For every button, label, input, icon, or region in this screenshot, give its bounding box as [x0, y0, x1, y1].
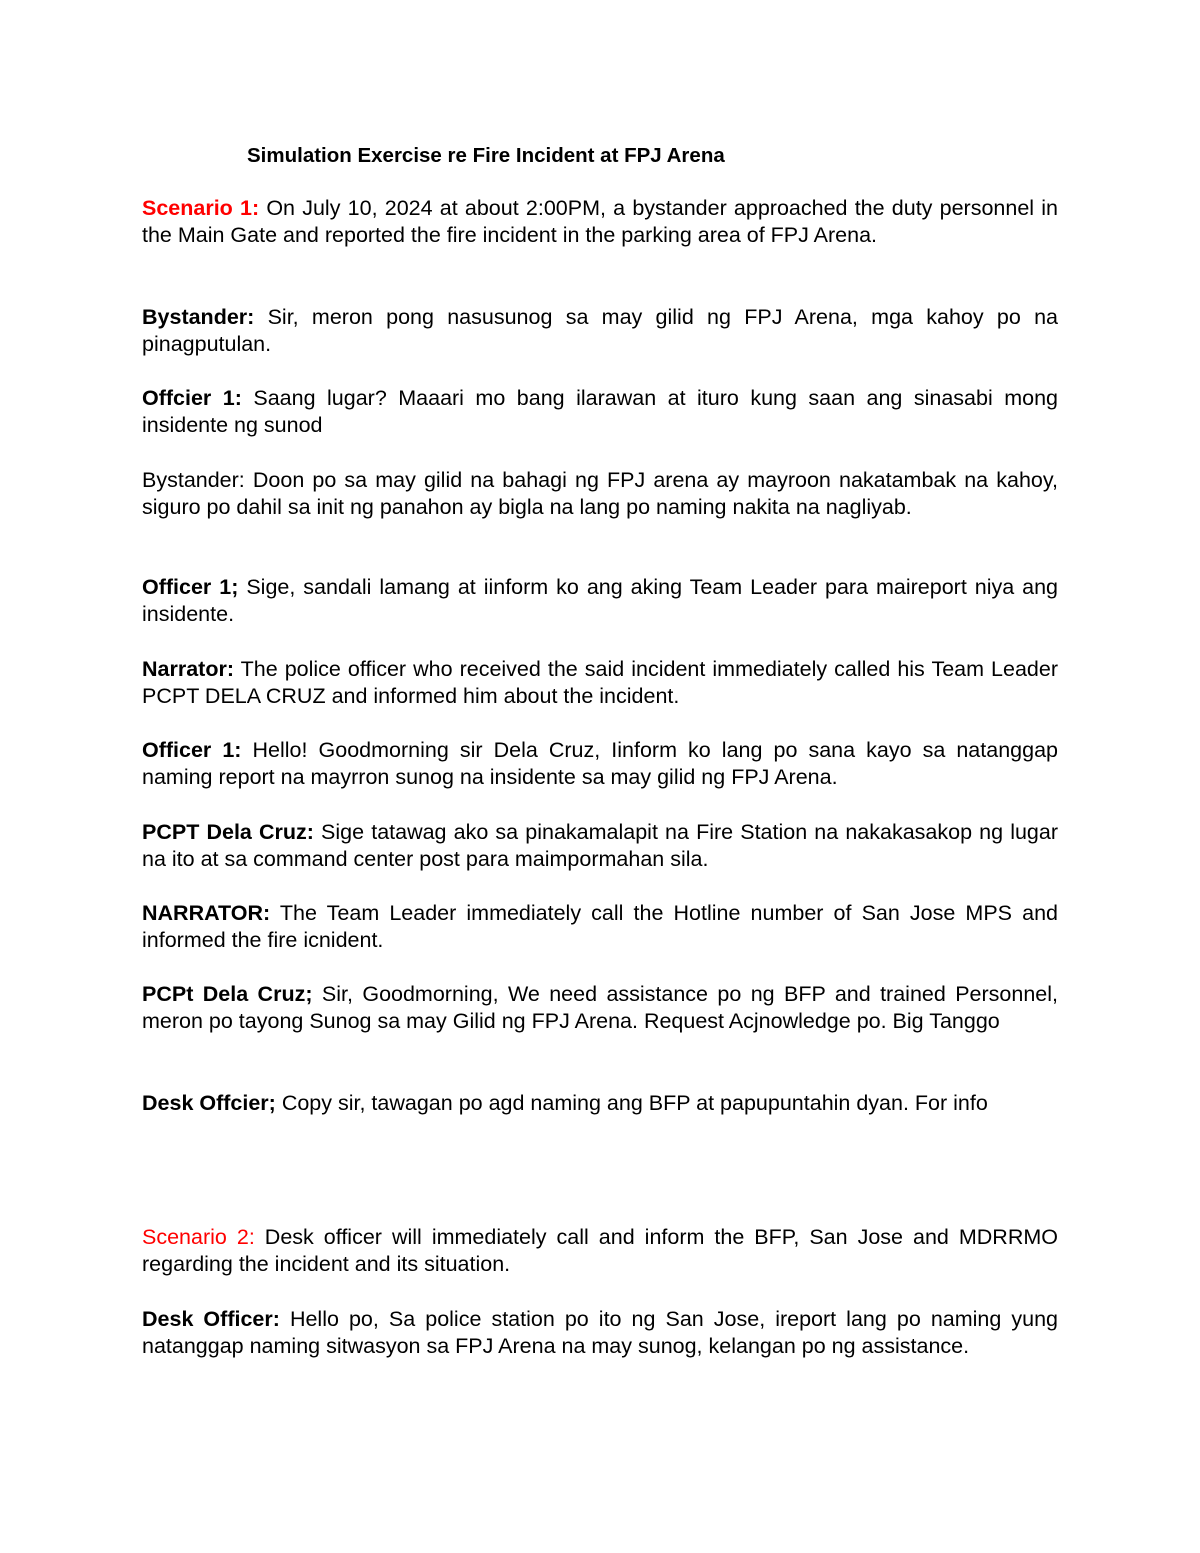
- paragraph-desk-officer: [142, 1090, 1058, 1117]
- paragraph-scenario-1: [142, 195, 1058, 249]
- paragraph-bystander: [142, 304, 1058, 358]
- paragraph-text: Desk officer will immediately call and inform the BFP, San Jose and MDRRMO regarding the incident and its situation.: [142, 1225, 1058, 1277]
- paragraph-scenario-2: [142, 1224, 1058, 1278]
- speaker-label: PCPt Dela Cruz;: [142, 982, 313, 1006]
- paragraph-text: Sir, meron pong nasusunog sa may gilid ng FPJ Arena, mga kahoy po na pinagputulan.: [142, 305, 1058, 357]
- speaker-label: Offcier 1:: [142, 386, 242, 410]
- speaker-label: Desk Officer:: [142, 1307, 280, 1331]
- paragraph-text: Copy sir, tawagan po agd naming ang BFP at papupuntahin dyan. For info: [275, 1091, 988, 1115]
- paragraph-text: Bystander: Doon po sa may gilid na bahagi ng FPJ arena ay mayroon nakatambak na kahoy, siguro po dahil sa init ng panahon ay bigla na lang po naming nakita na nagliyab.: [142, 468, 1058, 520]
- paragraph-bystander-reply: [142, 467, 1058, 521]
- paragraph-officer-1-question: [142, 385, 1058, 439]
- paragraph-text: Sige, sandali lamang at iinform ko ang aking Team Leader para maireport niya ang insidente.: [142, 575, 1059, 627]
- speaker-label: Desk Offcier;: [142, 1091, 276, 1115]
- paragraph-text: The Team Leader immediately call the Hotline number of San Jose MPS and informed the fire icnident.: [142, 901, 1058, 953]
- paragraph-officer-1-call: [142, 737, 1058, 791]
- paragraph-text: Sige tatawag ako sa pinakamalapit na Fire Station na nakakasakop ng lugar na ito at sa command center post para maimpormahan sila.: [142, 820, 1058, 872]
- paragraph-officer-1-reply: [142, 574, 1058, 628]
- speaker-label: Officer 1:: [142, 738, 242, 762]
- scenario-1-label: Scenario 1:: [142, 196, 260, 220]
- paragraph-text: Saang lugar? Maaari mo bang ilarawan at ituro kung saan ang sinasabi mong insidente ng sunod: [142, 386, 1058, 438]
- paragraph-narrator-2: [142, 900, 1058, 954]
- paragraph-text: On July 10, 2024 at about 2:00PM, a bystander approached the duty personnel in the Main Gate and reported the fire incident in the parking area of FPJ Arena.: [142, 196, 1058, 248]
- speaker-label: Narrator:: [142, 657, 234, 681]
- paragraph-desk-officer-2: [142, 1306, 1058, 1360]
- document-title: Simulation Exercise re Fire Incident at FPJ Arena: [247, 144, 725, 167]
- paragraph-text: Hello po, Sa police station po ito ng San Jose, ireport lang po naming yung natanggap naming sitwasyon sa FPJ Arena na may sunog, kelangan po ng assistance.: [142, 1307, 1058, 1359]
- paragraph-text: Hello! Goodmorning sir Dela Cruz, Iinform ko lang po sana kayo sa natanggap naming report na mayrron sunog na insidente sa may gilid ng FPJ Arena.: [142, 738, 1058, 790]
- paragraph-text: Sir, Goodmorning, We need assistance po ng BFP and trained Personnel, meron po tayong Sunog sa may Gilid ng FPJ Arena. Request Acjnowledge po. Big Tanggo: [142, 982, 1058, 1034]
- paragraph-pcpt-dela-cruz-2: [142, 981, 1058, 1035]
- speaker-label: NARRATOR:: [142, 901, 271, 925]
- paragraph-text: The police officer who received the said incident immediately called his Team Leader PCPT DELA CRUZ and informed him about the incident.: [142, 657, 1058, 709]
- speaker-label: Officer 1;: [142, 575, 239, 599]
- paragraph-pcpt-dela-cruz: [142, 819, 1058, 873]
- speaker-label: PCPT Dela Cruz:: [142, 820, 314, 844]
- scenario-2-label: Scenario 2:: [142, 1225, 255, 1249]
- paragraph-narrator: [142, 656, 1058, 710]
- speaker-label: Bystander:: [142, 305, 255, 329]
